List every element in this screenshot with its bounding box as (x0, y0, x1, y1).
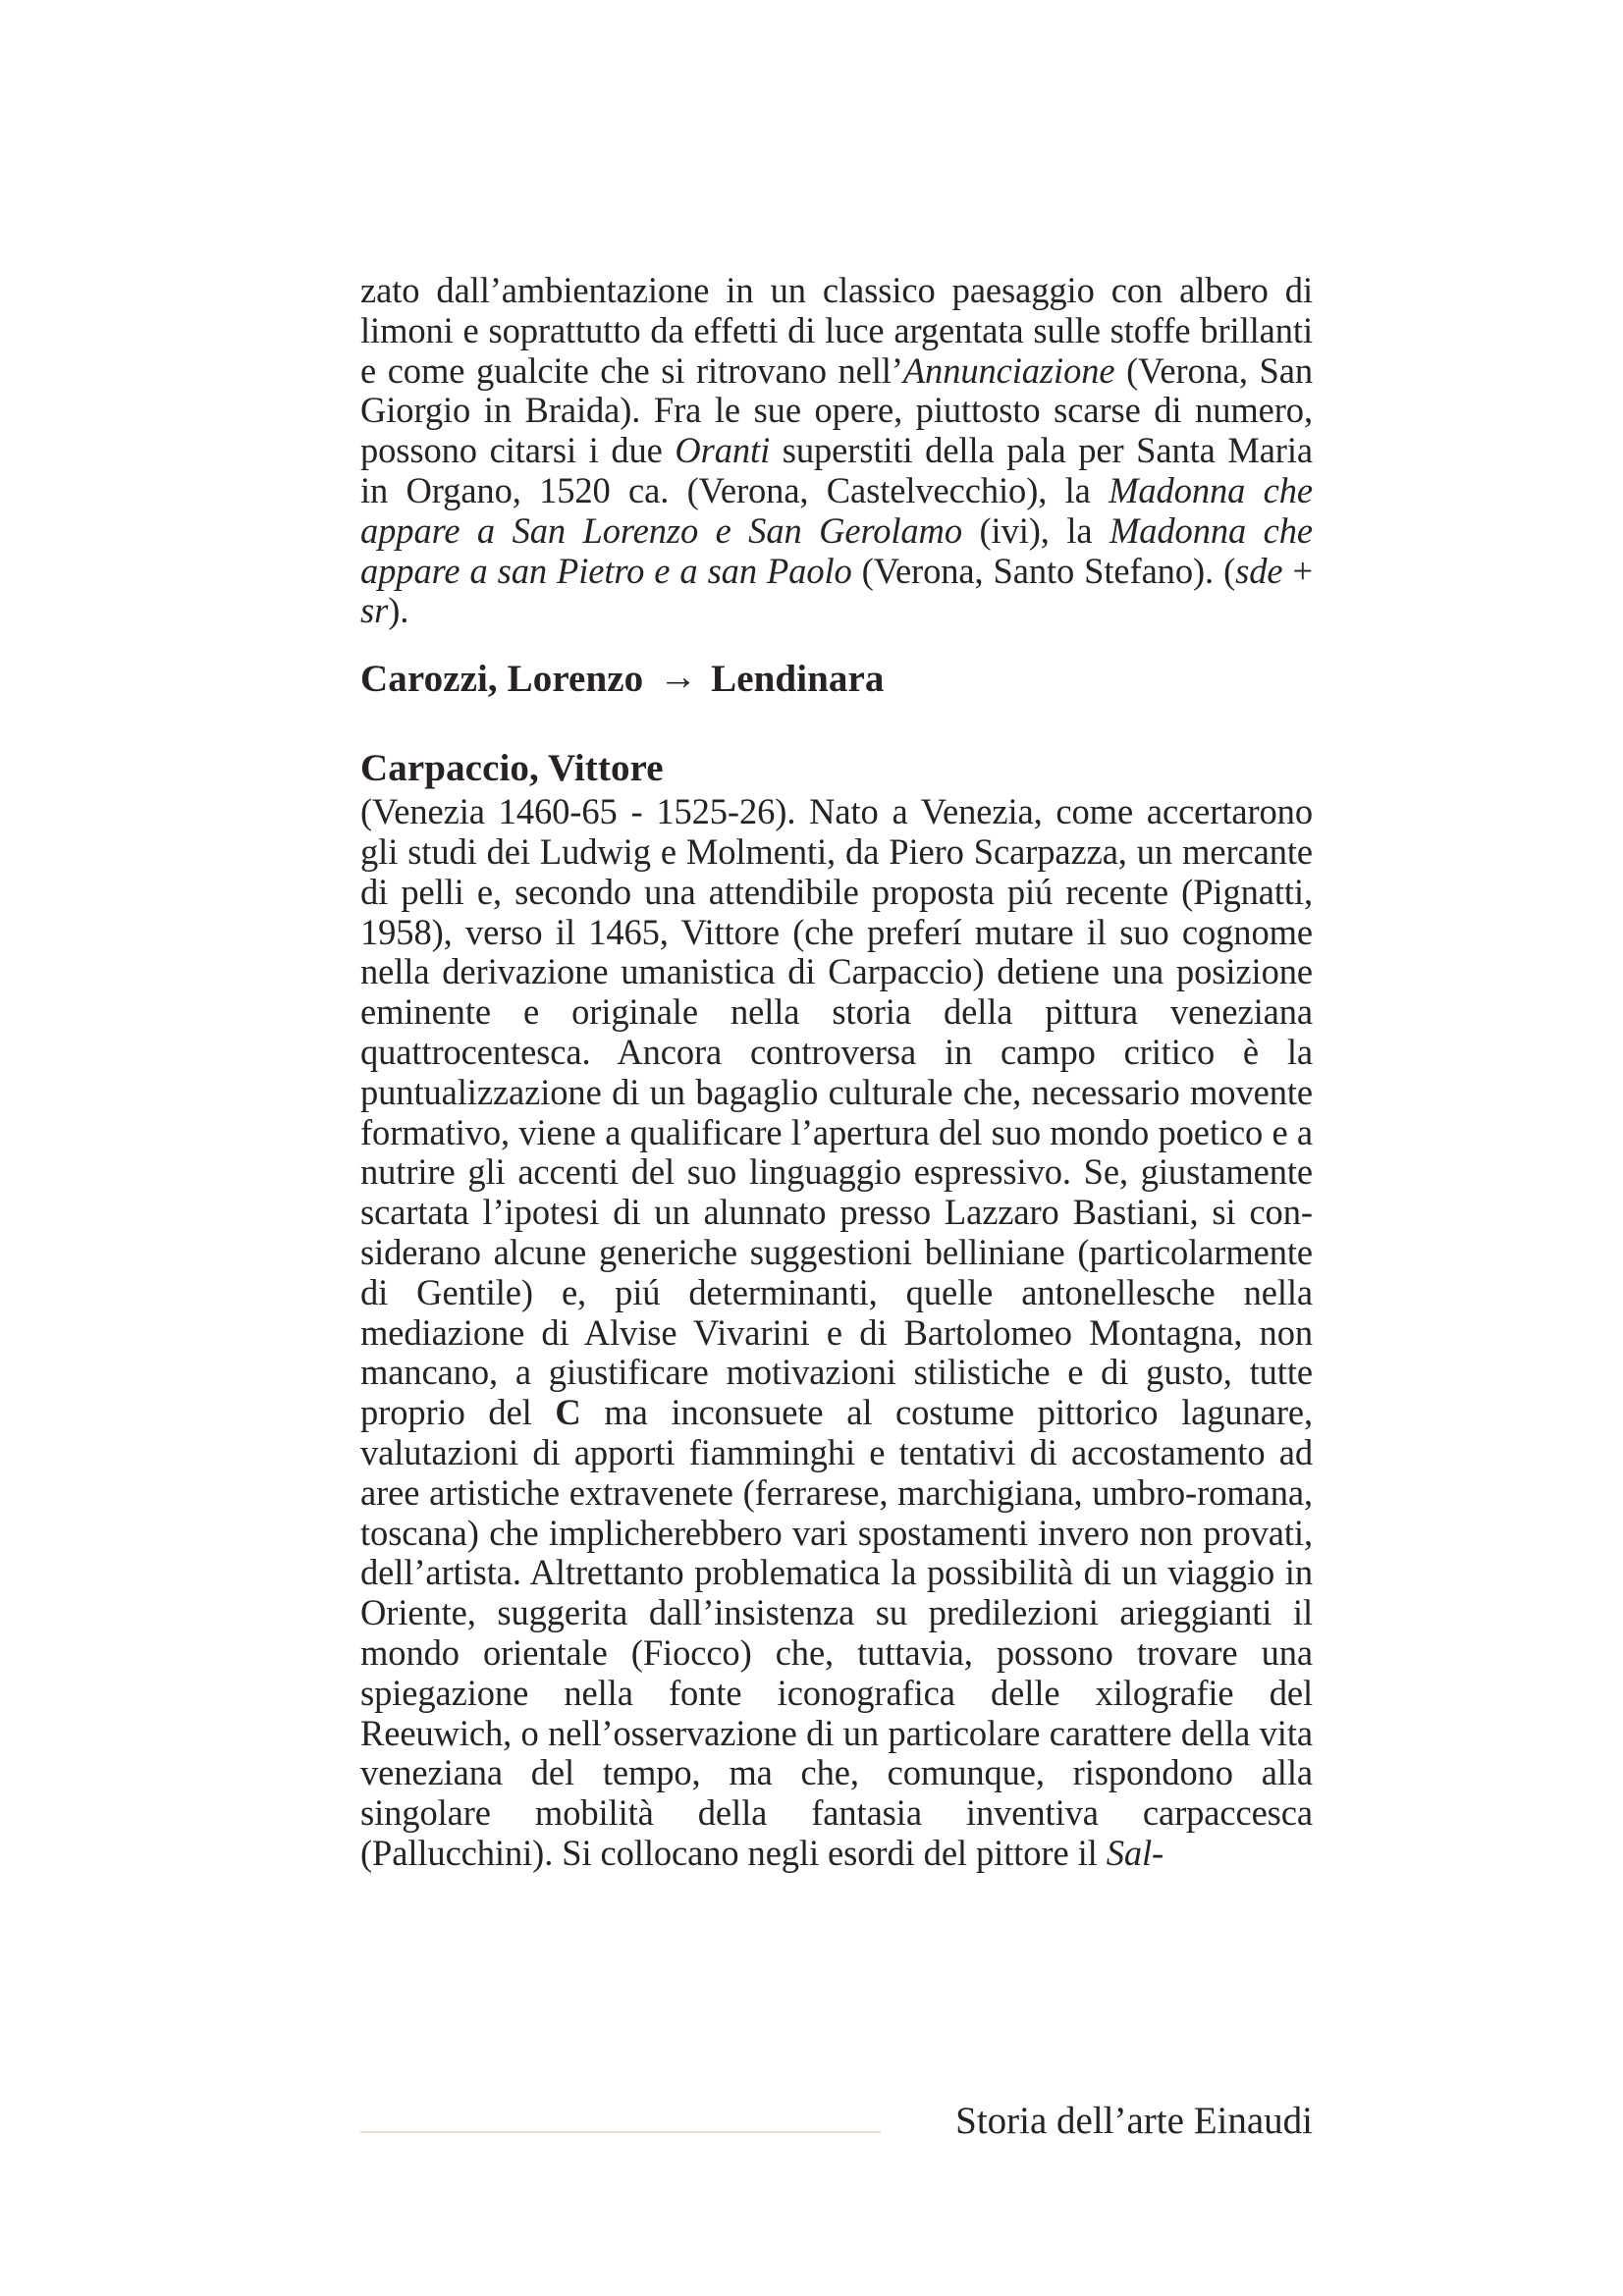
italic-text-run: Oranti (675, 430, 771, 471)
italic-text-run: sde (1235, 550, 1283, 591)
italic-text-run: Annunciazione (902, 349, 1115, 391)
crossref-heading (360, 658, 1313, 701)
page-body (360, 271, 1313, 1874)
page-footer (360, 2097, 1313, 2146)
italic-text-run: Madonna che appare a san Pietro e a san Paolo (360, 509, 1313, 591)
italic-text-run: Sal- (1106, 1832, 1164, 1873)
footer-rule (360, 2131, 881, 2133)
intro-paragraph: zato dall’ambientazione in un classico paesaggio con albero di limoni e soprattutto da effetti di luce argentata sulle stoffe brillanti e come gualcite che si ritrovano nell’Annunciazione (Verona, San Giorgio in Braida). Fra le sue opere, piuttosto scarse di numero, possono citarsi i due Oranti superstiti della pala per Santa Maria in Organo, 1520 ca. (Verona, Castelvecchio), la Madonna che appare a San Lorenzo e San Gerolamo (ivi), la Madonna che appare a san Pietro e a san Paolo (Verona, Santo Stefano). (sde + sr). (360, 270, 1314, 631)
bold-text-run: C (555, 1392, 581, 1433)
entry-heading: Carpaccio, Vittore (360, 747, 664, 790)
italic-text-run: Madonna che appare a San Lorenzo e San Gerolamo (360, 469, 1313, 551)
italic-text-run: sr (360, 590, 389, 631)
entry-paragraph: (Venezia 1460-65 - 1525-26). Nato a Venezia, come accertarono gli studi dei Ludwig e Molmenti, da Piero Scarpazza, un mercante di pelli e, secondo una attendibile proposta piú recente (Pignatti, 1958), verso il 1465, Vittore (che preferí mutare il suo cognome nella derivazione umanistica di Carpaccio) detiene una posizione eminente e originale nella storia della pittura veneziana quattrocentesca. Ancora controversa in campo critico è la puntualizzazione di un bagaglio culturale che, necessario movente formativo, viene a qualificare l’apertura del suo mondo poetico e a nutrire gli accenti del suo linguaggio espressivo. Se, giustamente scartata l’ipotesi di un alunnato presso Lazzaro Bastiani, si considerano alcune generiche suggestioni belliniane (particolarmente di Gentile) e, piú determinanti, quelle antonellesche nella mediazione di Alvise Vivarini e di Bartolomeo Montagna, non mancano, a giustificare motivazioni stilistiche e di gusto, tutte proprio del C ma inconsuete al costume pittorico lagunare, valutazioni di apporti fiamminghi e tentativi di accostamento ad aree artistiche extravenete (ferrarese, marchigiana, umbro-romana, toscana) che implicherebbero vari spostamenti invero non provati, dell’artista. Altrettanto problematica la possibilità di un viaggio in Oriente, suggerita dall’insistenza su predilezioni arieggianti il mondo orientale (Fiocco) che, tuttavia, possono trovare una spiegazione nella fonte iconografica delle xilografie del Reeuwich, o nell’osservazione di un particolare carattere della vita veneziana del tempo, ma che, comunque, rispondono alla singolare mobilità della fantasia inventiva carpaccesca (Pallucchini). Si collocano negli esordi del pittore il Sal- (360, 791, 1313, 1873)
crossref-name: Carozzi, Lorenzo (360, 658, 644, 701)
crossref-arrow-icon: → (659, 656, 698, 699)
crossref-target: Lendinara (711, 658, 885, 701)
footer-title: Storia dell’arte Einaudi (955, 2100, 1313, 2142)
